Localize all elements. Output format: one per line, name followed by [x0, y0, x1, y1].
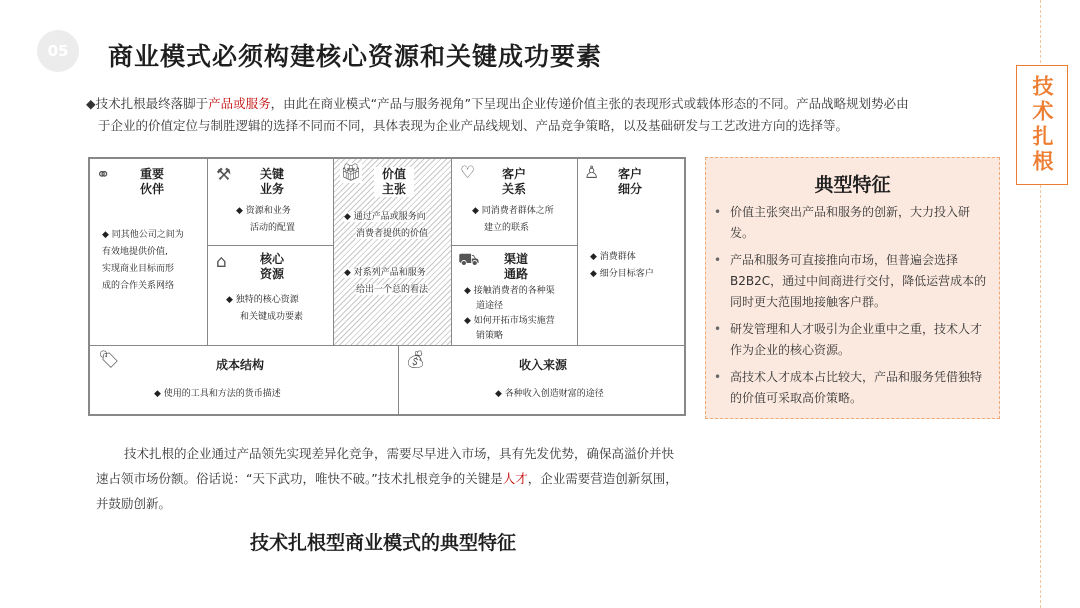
features-title: 典型特征 — [814, 174, 891, 196]
gift-icon: 🎁︎ — [340, 163, 362, 183]
features-panel — [705, 157, 1000, 419]
intro-highlight: 产品或服务 — [208, 96, 271, 111]
cell-text: ◆ 接触消费者的各种渠 道途径 ◆ 如何开拓市场实施营 销策略 — [464, 286, 555, 341]
canvas-cell-relations: ♡ 客户 关系 ◆ 同消费者群体之所 建立的联系 — [451, 158, 578, 246]
factory-icon: ⌂ — [216, 252, 227, 272]
list-item: • 研发管理和人才吸引为企业重中之重，技术人才作为企业的核心资源。 — [714, 322, 983, 357]
canvas-cell-value: 🎁︎ 价值 主张 ◆ 通过产品或服务向 消费者提供的价值 ◆ 对系列产品和服务 给出一个总的看法 — [333, 158, 452, 346]
list-item: • 产品和服务可直接推向市场，但普遍会选择B2B2C，通过中间商进行交付，降低运营成本的同时更大范围地接触客户群。 — [714, 253, 987, 309]
intro-paragraph: ◆技术扎根最终落脚于产品或服务，由此在商业模式“产品与服务视角”下呈现出企业传递价值主张的表现形式或载体形态的不同。产品战略规划势必由 于企业的价值定位与制胜逻辑的选择不同而不同，具体表现为企业产品线规划、产品竞争策略，以及基础研发与工艺改进方向的选择等。 — [86, 96, 909, 133]
page-title: 商业模式必须构建核心资源和关键成功要素 — [108, 42, 603, 71]
side-tag: 技术扎根 — [1016, 65, 1068, 185]
canvas-cell-resources: ⌂ 核心 资源 ◆ 独特的核心资源 和关键成功要素 — [207, 245, 334, 346]
cell-text: ◆ 各种收入创造财富的途径 — [495, 389, 604, 399]
canvas-cell-revenue: 💰︎ 收入来源 ◆ 各种收入创造财富的途径 — [398, 345, 685, 415]
list-item: • 高技术人才成本占比较大，产品和服务凭借独特的价值可采取高价策略。 — [714, 370, 983, 405]
worker-icon: ⚒ — [216, 165, 232, 185]
person-icon: ♙ — [584, 163, 600, 183]
business-model-canvas — [88, 157, 686, 416]
body-highlight: 人才 — [502, 471, 528, 486]
list-item: • 价值主张突出产品和服务的创新，大力投入研发。 — [714, 205, 971, 240]
cell-text: ◆ 消费群体 ◆ 细分目标客户 — [590, 252, 654, 279]
canvas-cell-partners: ⚭ 重要 伙伴 ◆ 同其他公司之间为 有效地提供价值, 实现商业目标而形 成的合作关系网络 — [89, 158, 208, 346]
link-icon: ⚭ — [96, 165, 111, 185]
features-list — [714, 202, 992, 415]
section-number-badge: 05 — [37, 30, 79, 72]
tag-icon: 🏷︎ — [98, 350, 120, 370]
canvas-cell-segments: ♙ 客户 细分 ◆ 消费群体 ◆ 细分目标客户 — [577, 158, 685, 346]
canvas-cell-activities: ⚒ 关键 业务 ◆ 资源和业务 活动的配置 — [207, 158, 334, 246]
money-icon: 💰︎ — [405, 350, 427, 370]
body-paragraph: 技术扎根的企业通过产品领先实现差异化竞争，需要尽早进入市场，具有先发优势，确保高溢价并快速占领市场份额。俗话说：“天下武功，唯快不破。”技术扎根竞争的关键是人才，企业需要营造创新氛围，并鼓励创新。 — [96, 446, 678, 511]
cell-text: ◆ 通过产品或服务向 消费者提供的价值 ◆ 对系列产品和服务 给出一个总的看法 — [344, 212, 429, 295]
cell-text: ◆ 同消费者群体之所 建立的联系 — [472, 206, 554, 233]
cell-text: ◆ 使用的工具和方法的货币描述 — [154, 389, 281, 399]
truck-icon: ⛟ — [458, 250, 480, 270]
cell-text: ◆ 资源和业务 活动的配置 — [236, 206, 296, 233]
figure-caption: 技术扎根型商业模式的典型特征 — [250, 532, 517, 554]
canvas-cell-cost: 🏷︎ 成本结构 ◆ 使用的工具和方法的货币描述 — [89, 345, 399, 415]
cell-text: ◆ 独特的核心资源 和关键成功要素 — [226, 295, 304, 322]
canvas-cell-channels: ⛟ 渠道 通路 ◆ 接触消费者的各种渠 道途径 ◆ 如何开拓市场实施营 销策略 — [451, 245, 578, 346]
heart-icon: ♡ — [460, 163, 476, 183]
cell-text: ◆ 同其他公司之间为 有效地提供价值, 实现商业目标而形 成的合作关系网络 — [102, 230, 184, 291]
